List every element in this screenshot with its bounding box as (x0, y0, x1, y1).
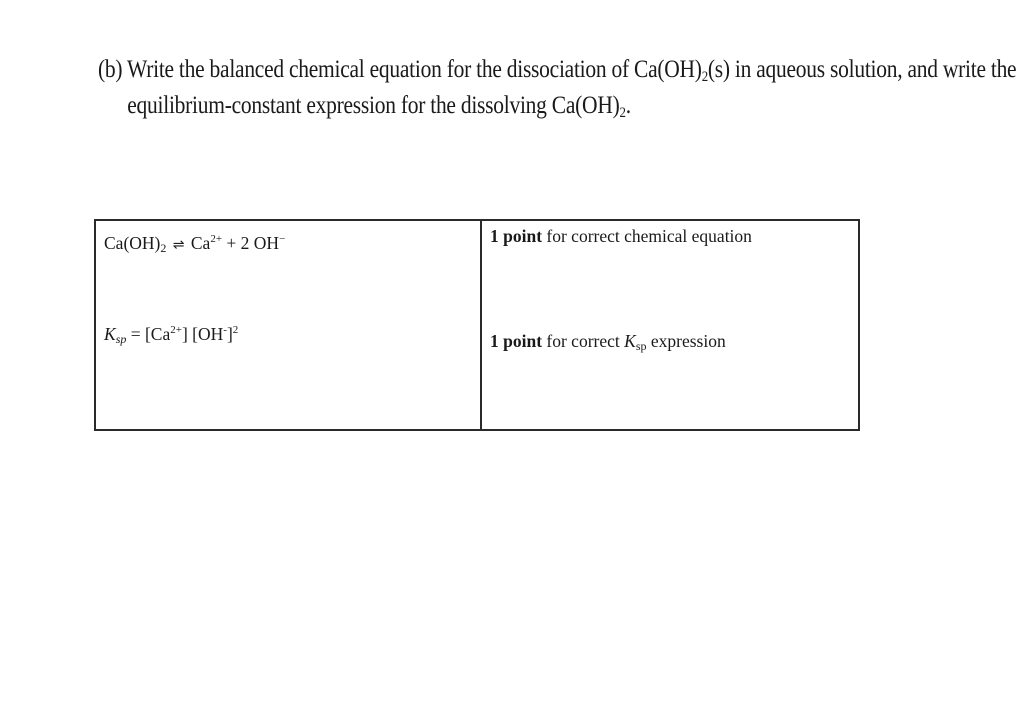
question-line-2: equilibrium-constant expression for the dissolving $Ca(OH)_2$. (127, 92, 631, 121)
question-line-1: (b) Write the balanced chemical equation for the dissociation of $Ca(OH)_2(s)$ in aqueous solution, and write the (98, 56, 1016, 85)
chemical-equation: $Ca(OH)_2$ ⇌ $Ca^{2+} + 2$ OH− (104, 233, 286, 255)
question-text (98, 52, 1016, 124)
equilibrium-arrow-icon: ⇌ (172, 237, 185, 253)
points-column (482, 221, 858, 429)
point-criterion-equation: 1 point for correct chemical equation (490, 226, 752, 246)
scoring-rubric-table (94, 219, 860, 431)
answer-column (96, 221, 482, 429)
point-criterion-ksp: 1 point for correct $K_{sp}$ expression (490, 331, 726, 353)
ksp-expression: $K_{sp} = [Ca^{2+}]$ $[OH^-]^2$ (104, 324, 239, 346)
